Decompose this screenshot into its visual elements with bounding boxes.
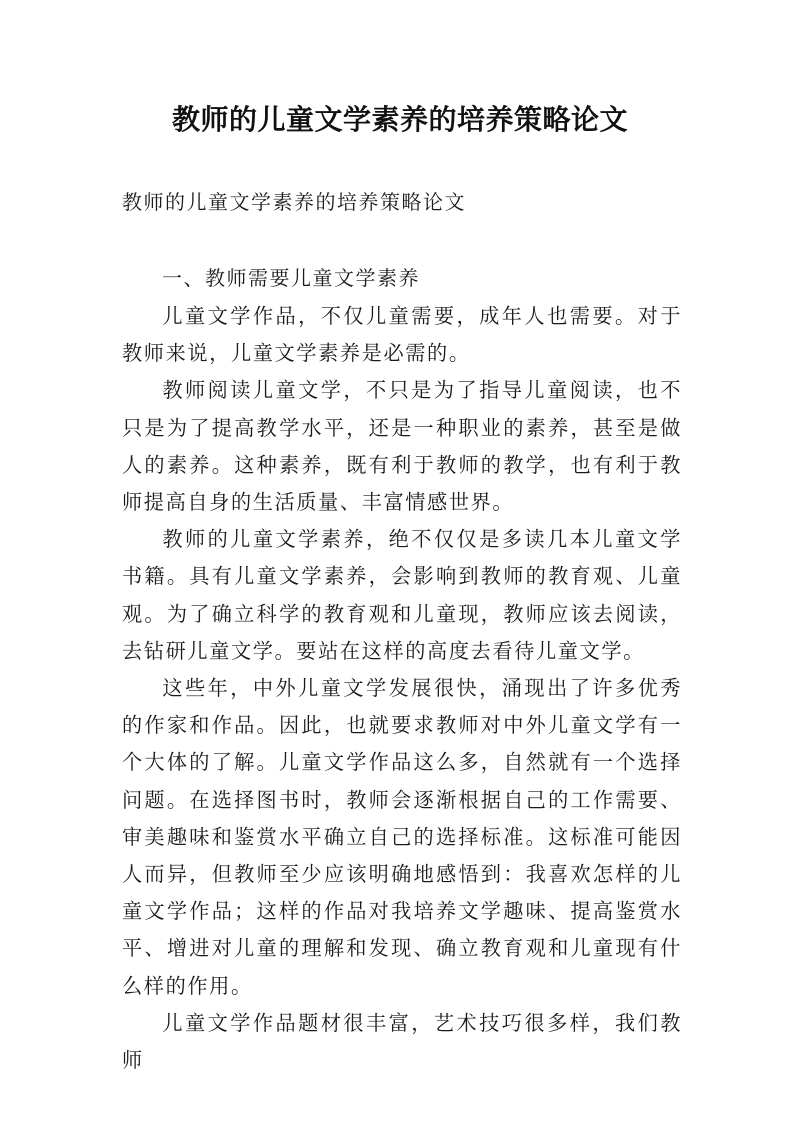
body-paragraph: 这些年，中外儿童文学发展很快，涌现出了许多优秀的作家和作品。因此，也就要求教师对中外儿童文学有一个大体的了解。儿童文学作品这么多，自然就有一个选择问题。在选择图书时，教师会逐渐根据自己的工作需要、审美趣味和鉴赏水平确立自己的选择标准。这标准可能因人而异，但教师至少应该明确地感悟到：我喜欢怎样的儿童文学作品；这样的作品对我培养文学趣味、提高鉴赏水平、增进对儿童的理解和发现、确立教育观和儿童现有什么样的作用。 [122, 676, 682, 998]
page-title: 教师的儿童文学素养的培养策略论文 [171, 103, 628, 136]
body-paragraph: 儿童文学作品题材很丰富，艺术技巧很多样，我们教师 [122, 1010, 682, 1073]
body-paragraph: 教师的儿童文学素养，绝不仅仅是多读几本儿童文学书籍。具有儿童文学素养，会影响到教师的教育观、儿童观。为了确立科学的教育观和儿童现，教师应该去阅读，去钻研儿童文学。要站在这样的高度去看待儿童文学。 [122, 527, 682, 663]
document-subtitle: 教师的儿童文学素养的培养策略论文 [122, 190, 466, 214]
body-paragraph: 教师阅读儿童文学，不只是为了指导儿童阅读，也不只是为了提高教学水平，还是一种职业的素养，甚至是做人的素养。这种素养，既有利于教师的教学，也有利于教师提高自身的生活质量、丰富情感世界。 [122, 378, 682, 515]
body-paragraph: 儿童文学作品，不仅儿童需要，成年人也需要。对于教师来说，儿童文学素养是必需的。 [122, 304, 682, 366]
section-heading: 一、教师需要儿童文学素养 [162, 266, 420, 290]
document-body [122, 298, 682, 1079]
